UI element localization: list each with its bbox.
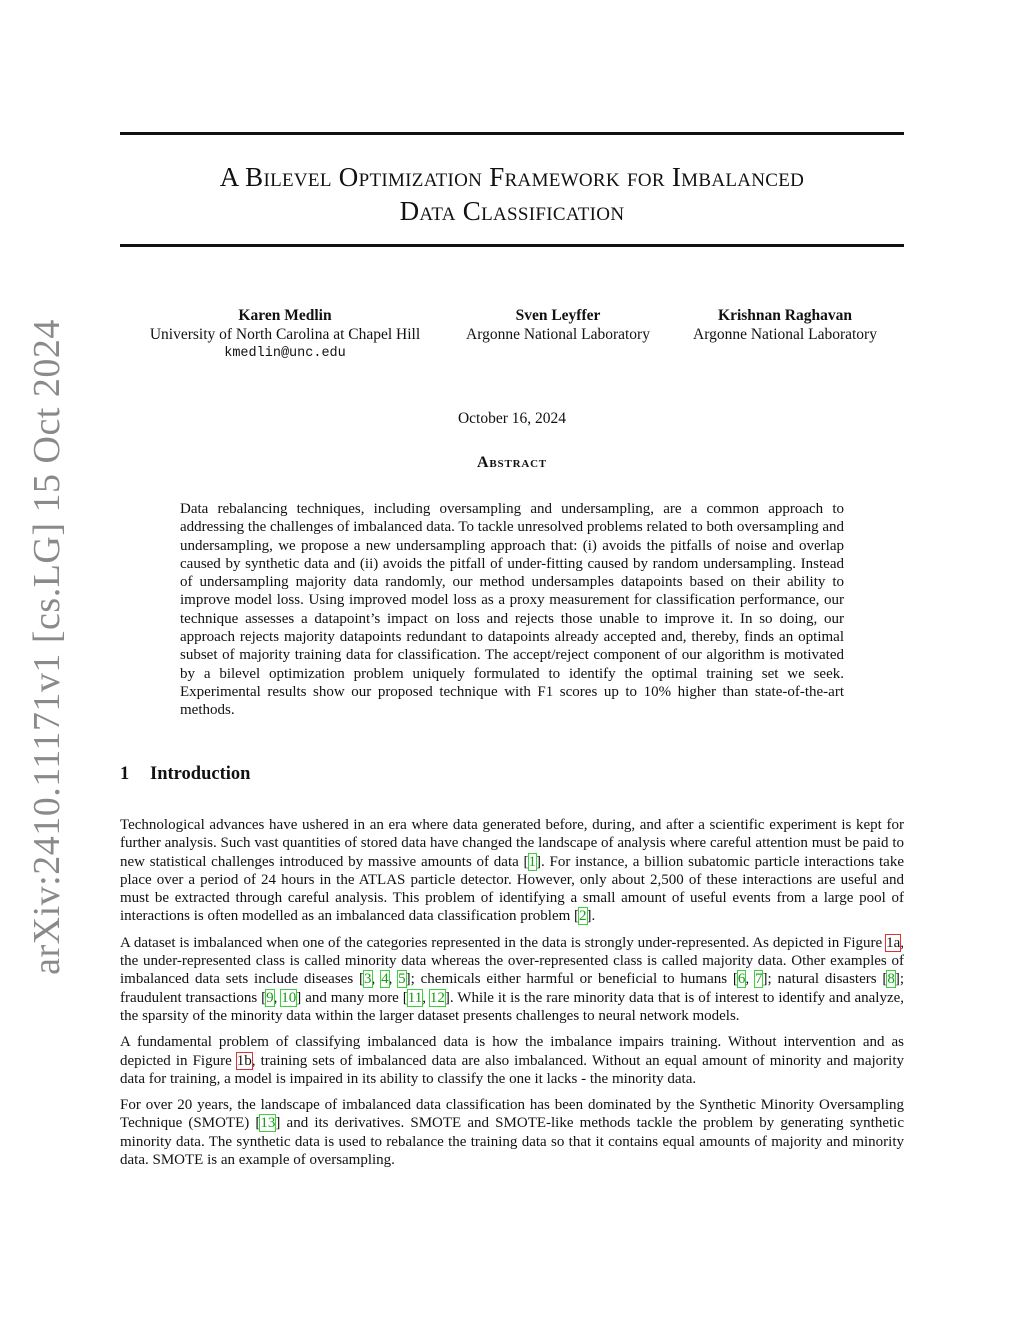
author-name: Karen Medlin bbox=[238, 307, 332, 324]
author-2 bbox=[458, 306, 658, 344]
figure-reference-link[interactable]: 1b bbox=[236, 1052, 252, 1069]
citation-link[interactable]: 1 bbox=[528, 853, 537, 870]
author-name: Sven Leyffer bbox=[515, 307, 601, 324]
title-line-1: A Bilevel Optimization Framework for Imbalanced bbox=[219, 162, 805, 192]
citation-link[interactable]: 7 bbox=[754, 971, 763, 988]
author-3 bbox=[685, 306, 885, 344]
title-bottom-rule bbox=[120, 244, 904, 247]
section-title: Introduction bbox=[150, 764, 251, 784]
author-email[interactable]: kmedlin@unc.edu bbox=[224, 346, 346, 361]
section-number: 1 bbox=[120, 764, 130, 784]
title-top-rule bbox=[120, 132, 904, 135]
arxiv-identifier-stamp: arXiv:2410.11171v1 [cs.LG] 15 Oct 2024 bbox=[26, 319, 68, 975]
author-name: Krishnan Raghavan bbox=[718, 307, 852, 324]
body-paragraph: Technological advances have ushered in an era where data generated before, during, and after a scientific experiment is kept for further analysis. Such vast quantities of stored data have changed the landscape of analysis where careful attention must be paid to new statistical challenges introduced by massive amounts of data [1]. For instance, a billion subatomic particle interactions take place over a period of 24 hours in the ATLAS particle detector. However, only about 2,500 of these interactions are useful and must be extracted through careful analysis. This problem of identifying a small amount of useful events from a large pool of interactions is often modelled as an imbalanced data classification problem [2]. bbox=[120, 817, 904, 925]
figure-reference-link[interactable]: 1a bbox=[886, 934, 901, 951]
citation-link[interactable]: 3 bbox=[364, 971, 372, 988]
body-paragraph: A fundamental problem of classifying imbalanced data is how the imbalance impairs training. Without intervention and as depicted in Figure 1b, training sets of imbalanced data are also imbalanced. Without an equal amount of minority and majority data for training, a model is impaired in its ability to classify the one it lacks - the minority data. bbox=[120, 1034, 905, 1087]
citation-link[interactable]: 9 bbox=[266, 989, 274, 1006]
citation-link[interactable]: 5 bbox=[398, 971, 406, 988]
citation-link[interactable]: 10 bbox=[281, 989, 297, 1006]
citation-link[interactable]: 11 bbox=[407, 989, 423, 1006]
author-1 bbox=[140, 306, 430, 363]
section-heading bbox=[120, 764, 250, 785]
citation-link[interactable]: 12 bbox=[429, 989, 445, 1006]
citation-link[interactable]: 6 bbox=[737, 971, 746, 988]
citation-link[interactable]: 4 bbox=[381, 971, 389, 988]
author-affiliation: Argonne National Laboratory bbox=[466, 326, 650, 343]
citation-link[interactable]: 8 bbox=[887, 971, 895, 988]
citation-link[interactable]: 13 bbox=[260, 1115, 276, 1132]
abstract-heading: Abstract bbox=[477, 454, 547, 471]
introduction-body bbox=[120, 816, 904, 1177]
body-paragraph: A dataset is imbalanced when one of the categories represented in the data is strongly under-represented. As depicted in Figure 1a, the under-represented class is called minority data whereas the over-represented class is called majority data. Other examples of imbalanced data sets include diseases [3, 4, 5]; chemicals either harmful or beneficial to humans [6, 7]; natural disasters [8]; fraudulent transactions [9, 10] and many more [11, 12]. While it is the rare minority data that is of interest to identify and analyze, the sparsity of the minority data within the larger dataset presents challenges to neural network models. bbox=[120, 934, 905, 1024]
author-block bbox=[120, 306, 904, 366]
body-paragraph: For over 20 years, the landscape of imbalanced data classification has been dominated by the Synthetic Minority Oversampling Technique (SMOTE) [13] and its derivatives. SMOTE and SMOTE-like methods tackle the problem by generating synthetic minority data. The synthetic data is used to rebalance the training data so that it contains equal amounts of majority and minority data. SMOTE is an example of oversampling. bbox=[120, 1097, 904, 1169]
paper-title bbox=[120, 160, 904, 228]
author-affiliation: University of North Carolina at Chapel Hill bbox=[149, 326, 421, 343]
citation-link[interactable]: 2 bbox=[579, 908, 587, 925]
abstract-text: Data rebalancing techniques, including oversampling and undersampling, are a common approach to addressing the challenges of imbalanced data. To tackle unresolved problems related to both oversampling and undersampling, we propose a new undersampling approach that: (i) avoids the pitfalls of noise and overlap caused by synthetic data and (ii) avoids the pitfall of under-fitting caused by random undersampling. Instead of undersampling majority data randomly, our method undersamples datapoints based on their ability to improve model loss. Using improved model loss as a proxy measurement for classification performance, our technique assesses a datapoint’s impact on loss and rejects those unable to improve it. In so doing, our approach rejects majority datapoints redundant to datapoints already accepted and, thereby, finds an optimal subset of majority training data for classification. The accept/reject component of our algorithm is motivated by a bilevel optimization problem uniquely formulated to identify the optimal training set we seek. Experimental results show our proposed technique with F1 scores up to 10% higher than state-of-the-art methods. bbox=[180, 501, 844, 719]
publication-date: October 16, 2024 bbox=[457, 410, 567, 427]
author-affiliation: Argonne National Laboratory bbox=[693, 326, 877, 343]
title-line-2: Data Classification bbox=[399, 196, 625, 226]
